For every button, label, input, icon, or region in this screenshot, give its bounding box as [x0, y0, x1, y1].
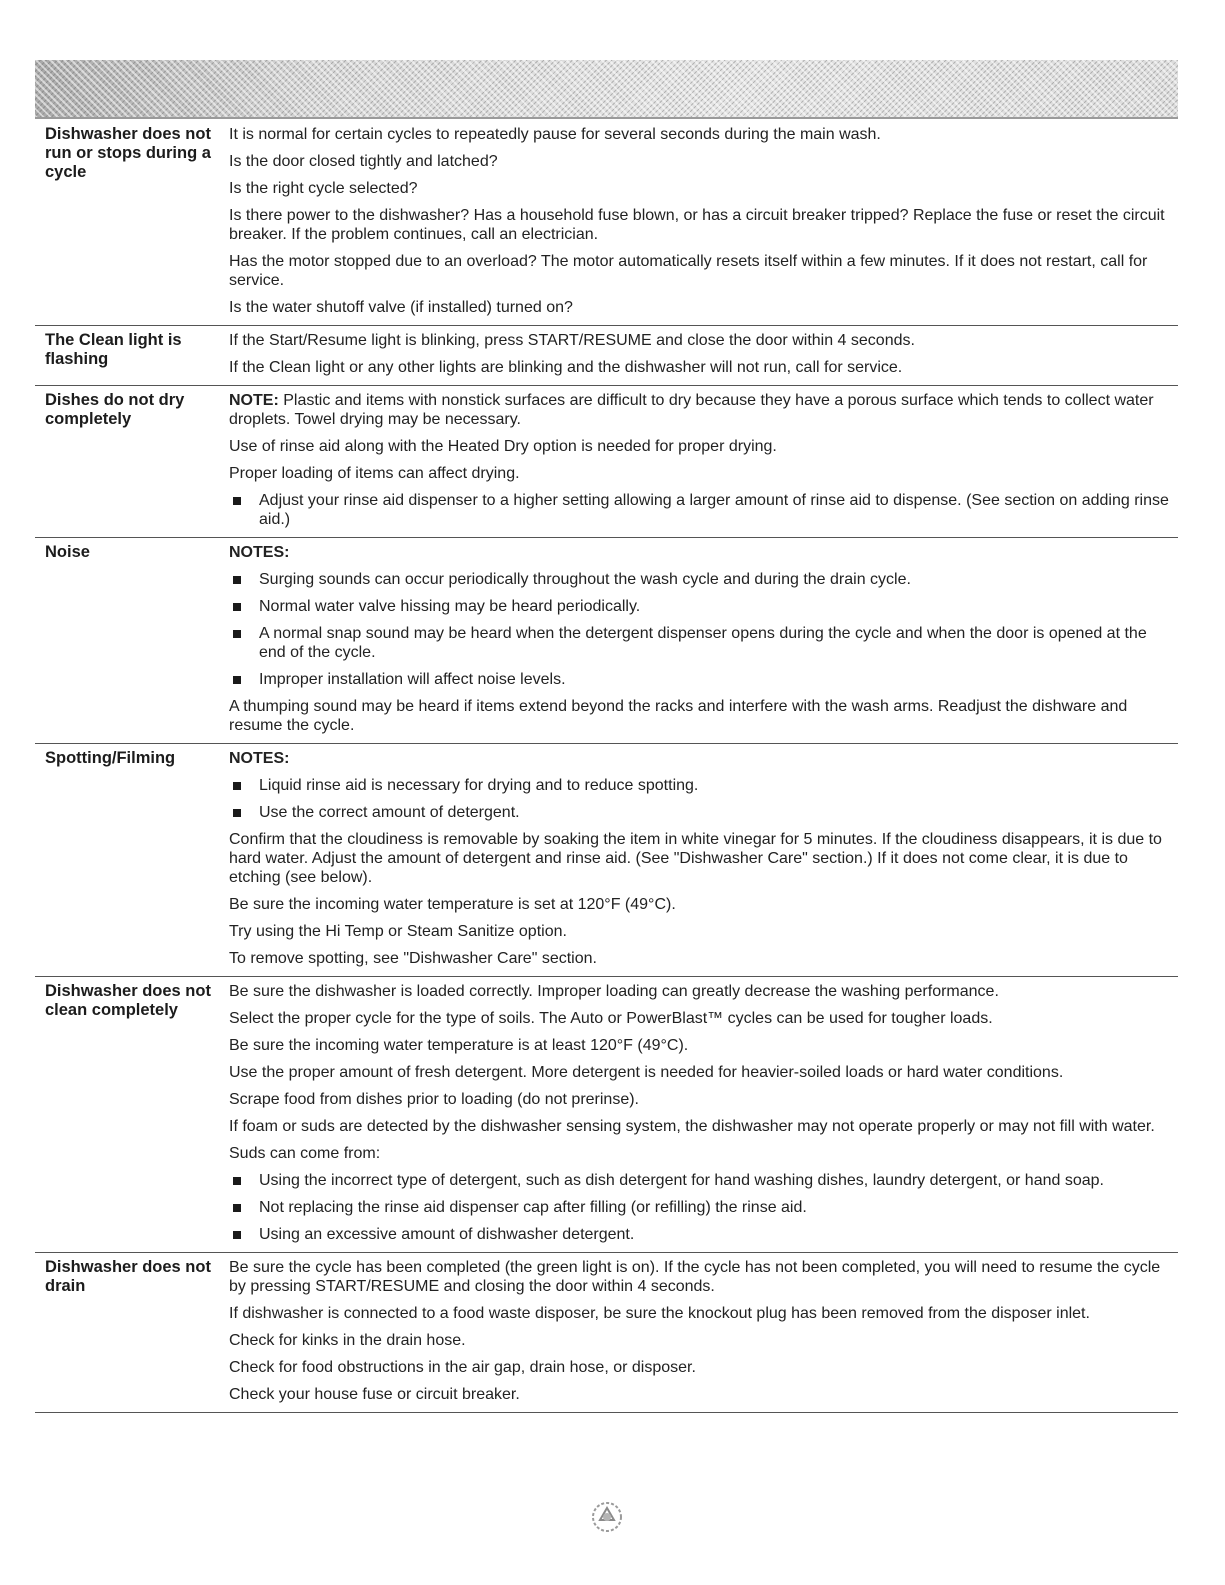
bullet-item: [229, 776, 1172, 795]
bullet-text: Using the incorrect type of detergent, such as dish detergent for hand washing dishes, laundry detergent, or hand soap.: [259, 1172, 1104, 1189]
solution-text: Confirm that the cloudiness is removable by soaking the item in white vinegar for 5 minutes. If the cloudiness disappears, it is due to hard water. Adjust the amount of detergent and rinse aid. (See "Dishwasher Care" section.) If it does not come clear, it is due to etching (see below).: [229, 831, 1162, 886]
solution-text: It is normal for certain cycles to repeatedly pause for several seconds during the main wash.: [229, 126, 881, 143]
solution-text: A thumping sound may be heard if items extend beyond the racks and interfere with the wash arms. Readjust the dishware and resume the cycle.: [229, 698, 1128, 734]
bullet-text: Use the correct amount of detergent.: [259, 804, 520, 821]
bullet-text: Improper installation will affect noise levels.: [259, 671, 566, 688]
square-bullet-icon: [233, 809, 241, 817]
bullet-item: [229, 1225, 1172, 1244]
bullet-text: A normal snap sound may be heard when the detergent dispenser opens during the cycle and when the door is opened at the end of the cycle.: [259, 625, 1147, 661]
solution-text: Be sure the dishwasher is loaded correctly. Improper loading can greatly decrease the washing performance.: [229, 983, 999, 1000]
solution-text: Select the proper cycle for the type of soils. The Auto or PowerBlast™ cycles can be used for tougher loads.: [229, 1010, 993, 1027]
troubleshooting-table: [35, 120, 1178, 1413]
square-bullet-icon: [233, 576, 241, 584]
bullet-list: [229, 570, 1172, 689]
bullet-text: Normal water valve hissing may be heard periodically.: [259, 598, 641, 615]
solution-text: Be sure the incoming water temperature is set at 120°F (49°C).: [229, 896, 676, 913]
square-bullet-icon: [233, 1177, 241, 1185]
problem-label: Dishwasher does not drain: [45, 1258, 211, 1295]
solution-text: Use of rinse aid along with the Heated Dry option is needed for proper drying.: [229, 438, 777, 455]
problem-label: Dishwasher does not clean completely: [45, 982, 211, 1019]
solution-text: Suds can come from:: [229, 1145, 381, 1162]
problem-row-dishwasher-does-not-drain: [35, 1253, 1178, 1413]
problem-label: Noise: [45, 543, 90, 561]
solution-content: [229, 1258, 1178, 1404]
bullet-item: [229, 1171, 1172, 1190]
solution-text: Try using the Hi Temp or Steam Sanitize option.: [229, 923, 567, 940]
solution-content: [229, 982, 1178, 1244]
problem-label: Spotting/Filming: [45, 749, 176, 767]
square-bullet-icon: [233, 782, 241, 790]
solution-text: Proper loading of items can affect drying.: [229, 465, 520, 482]
solution-text: Is the right cycle selected?: [229, 180, 418, 197]
bullet-item: [229, 491, 1172, 529]
problem-row-dishwasher-does-not-clean-completely: [35, 977, 1178, 1253]
bullet-text: Liquid rinse aid is necessary for drying and to reduce spotting.: [259, 777, 699, 794]
bullet-item: [229, 570, 1172, 589]
solution-text: Scrape food from dishes prior to loading (do not prerinse).: [229, 1091, 639, 1108]
bullet-text: Surging sounds can occur periodically throughout the wash cycle and during the drain cycle.: [259, 571, 911, 588]
solution-text: If dishwasher is connected to a food waste disposer, be sure the knockout plug has been removed from the disposer inlet.: [229, 1305, 1090, 1322]
solution-text: If the Start/Resume light is blinking, press START/RESUME and close the door within 4 seconds.: [229, 332, 915, 349]
solution-text: Check your house fuse or circuit breaker.: [229, 1386, 520, 1403]
square-bullet-icon: [233, 1231, 241, 1239]
solution-content: [229, 391, 1178, 529]
solution-text: Is the water shutoff valve (if installed) turned on?: [229, 299, 573, 316]
note-paragraph: [229, 391, 1172, 429]
problem-label: Dishes do not dry completely: [45, 391, 185, 428]
bullet-item: [229, 597, 1172, 616]
square-bullet-icon: [233, 1204, 241, 1212]
bullet-list: [229, 1171, 1172, 1244]
square-bullet-icon: [233, 630, 241, 638]
solution-text: Be sure the incoming water temperature is at least 120°F (49°C).: [229, 1037, 689, 1054]
solution-text: To remove spotting, see "Dishwasher Care" section.: [229, 950, 597, 967]
solution-text: Check for kinks in the drain hose.: [229, 1332, 466, 1349]
bullet-text: Using an excessive amount of dishwasher detergent.: [259, 1226, 635, 1243]
solution-text: If the Clean light or any other lights are blinking and the dishwasher will not run, call for service.: [229, 359, 903, 376]
solution-text: Use the proper amount of fresh detergent. More detergent is needed for heavier-soiled loads or hard water conditions.: [229, 1064, 1064, 1081]
header-banner: [35, 60, 1178, 119]
problem-row-dishes-do-not-dry-completely: [35, 386, 1178, 538]
bullet-item: [229, 624, 1172, 662]
bullet-item: [229, 670, 1172, 689]
recycle-logo-icon: [590, 1500, 624, 1534]
notes-heading: NOTES:: [229, 544, 290, 561]
solution-text: If foam or suds are detected by the dishwasher sensing system, the dishwasher may not operate properly or may not fill with water.: [229, 1118, 1155, 1135]
solution-content: [229, 331, 1178, 377]
square-bullet-icon: [233, 676, 241, 684]
problem-label: The Clean light is flashing: [45, 331, 182, 368]
bullet-text: Not replacing the rinse aid dispenser cap after filling (or refilling) the rinse aid.: [259, 1199, 807, 1216]
bullet-item: [229, 803, 1172, 822]
solution-text: Is there power to the dishwasher? Has a household fuse blown, or has a circuit breaker tripped? Replace the fuse or reset the circuit breaker. If the problem continues, call an electrician.: [229, 207, 1165, 243]
bullet-text: Adjust your rinse aid dispenser to a higher setting allowing a larger amount of rinse aid to dispense. (See section on adding rinse aid.): [259, 492, 1169, 528]
solution-content: [229, 125, 1178, 317]
solution-content: [229, 749, 1178, 968]
note-label: NOTE:: [229, 392, 279, 409]
solution-content: [229, 543, 1178, 735]
solution-text: Has the motor stopped due to an overload? The motor automatically resets itself within a few minutes. If it does not restart, call for service.: [229, 253, 1148, 289]
problem-row-the-clean-light-is-flashing: [35, 326, 1178, 386]
bullet-item: [229, 1198, 1172, 1217]
problem-row-noise: [35, 538, 1178, 744]
solution-text: Be sure the cycle has been completed (the green light is on). If the cycle has not been completed, you will need to resume the cycle by pressing START/RESUME and closing the door within 4 seconds.: [229, 1259, 1161, 1295]
solution-text: Is the door closed tightly and latched?: [229, 153, 498, 170]
square-bullet-icon: [233, 603, 241, 611]
problem-label: Dishwasher does not run or stops during a cycle: [45, 125, 211, 181]
solution-text: Check for food obstructions in the air gap, drain hose, or disposer.: [229, 1359, 696, 1376]
problem-row-dishwasher-does-not-run-or-stops-during-a-cycle: [35, 120, 1178, 326]
bullet-list: [229, 491, 1172, 529]
notes-heading: NOTES:: [229, 750, 290, 767]
note-text: Plastic and items with nonstick surfaces are difficult to dry because they have a porous surface which tends to collect water droplets. Towel drying may be necessary.: [229, 392, 1154, 428]
problem-row-spotting-filming: [35, 744, 1178, 977]
bullet-list: [229, 776, 1172, 822]
square-bullet-icon: [233, 497, 241, 505]
